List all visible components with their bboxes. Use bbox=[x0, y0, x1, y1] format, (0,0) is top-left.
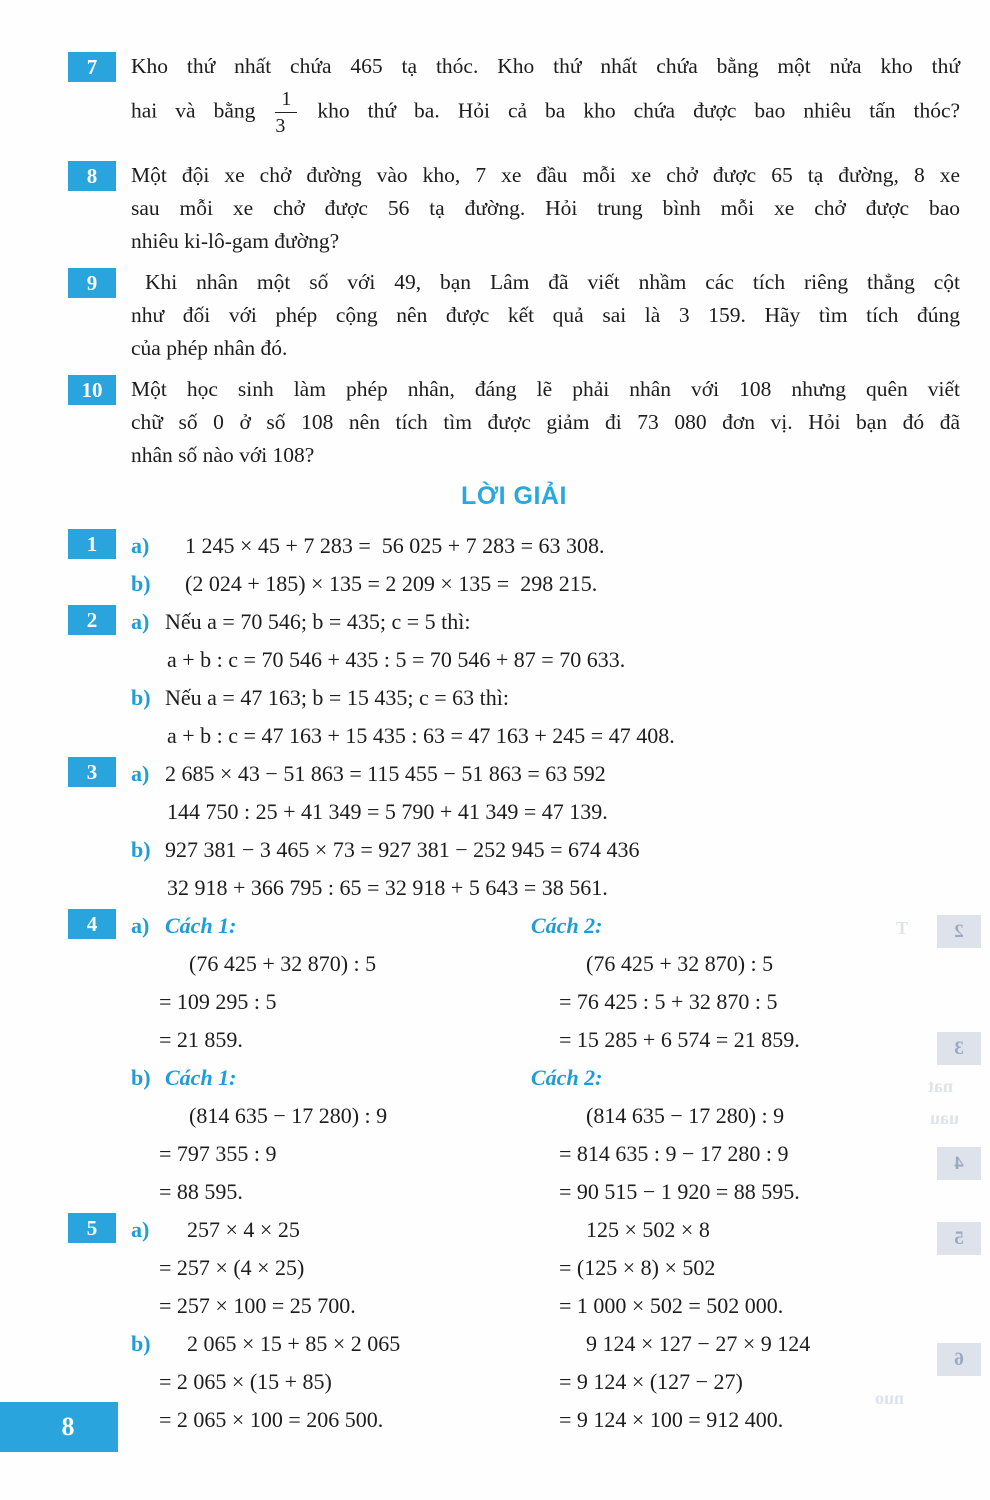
fraction-denominator: 3 bbox=[275, 115, 286, 137]
right-step: 9 124 × 127 − 27 × 9 124 bbox=[586, 1331, 811, 1356]
solution-5b-columns bbox=[131, 1325, 960, 1439]
problem-8-line-1: Một đội xe chở đường vào kho, 7 xe đầu mỗi xe chở được 65 tạ đường, 8 xe bbox=[131, 163, 960, 187]
part-a-label: a) bbox=[131, 533, 150, 558]
solution-2a-condition: Nếu a = 70 546; b = 435; c = 5 thì: bbox=[165, 609, 471, 634]
part-a-label: a) bbox=[131, 761, 150, 786]
problem-10 bbox=[68, 373, 960, 472]
problem-7-text bbox=[131, 50, 960, 139]
right-step: = 9 124 × 100 = 912 400. bbox=[559, 1407, 784, 1432]
solution-2a-line-1 bbox=[131, 603, 960, 641]
problem-9-badge: 9 bbox=[68, 268, 116, 298]
fraction-post-text: kho thứ ba. Hỏi cả ba kho chứa được bao nhiêu tấn thóc? bbox=[317, 98, 961, 123]
right-step: = (125 × 8) × 502 bbox=[559, 1255, 716, 1280]
method-2-step: (814 635 − 17 280) : 9 bbox=[586, 1103, 785, 1128]
fraction-numerator: 1 bbox=[275, 88, 297, 113]
solution-5b-left bbox=[131, 1325, 531, 1439]
solution-1a-expression: 1 245 × 45 + 7 283 = 56 025 + 7 283 = 63 308. bbox=[185, 533, 605, 558]
right-step: = 1 000 × 502 = 502 000. bbox=[559, 1293, 784, 1318]
right-step: 125 × 502 × 8 bbox=[586, 1217, 710, 1242]
solution-2b-condition: Nếu a = 47 163; b = 15 435; c = 63 thì: bbox=[165, 685, 509, 710]
solution-3b-expression-1: 927 381 − 3 465 × 73 = 927 381 − 252 945 = 674 436 bbox=[165, 837, 640, 862]
left-expression: 257 × 4 × 25 bbox=[187, 1217, 300, 1242]
part-b-label: b) bbox=[131, 837, 151, 862]
method-1-step: = 797 355 : 9 bbox=[159, 1141, 277, 1166]
ghost-tab: 2 bbox=[937, 915, 981, 948]
part-a-label: a) bbox=[131, 609, 150, 634]
problem-9-line-2: như đối với phép cộng nên được kết quả sai là 3 159. Hãy tìm tích đúng bbox=[131, 303, 960, 327]
problem-10-line-2: chữ số 0 ở số 108 nên tích tìm được giảm đi 73 080 đơn vị. Hỏi bạn đó đã bbox=[131, 410, 960, 434]
solution-1b-line bbox=[131, 565, 960, 603]
method-2-step: = 76 425 : 5 + 32 870 : 5 bbox=[559, 989, 778, 1014]
page-content bbox=[68, 50, 960, 1439]
method-1-header bbox=[131, 1059, 531, 1097]
problem-7 bbox=[68, 50, 960, 139]
solution-2-badge: 2 bbox=[68, 605, 116, 635]
left-step: = 2 065 × 100 = 206 500. bbox=[159, 1407, 384, 1432]
part-b-label: b) bbox=[131, 1331, 151, 1356]
method-2-step: = 90 515 − 1 920 = 88 595. bbox=[559, 1179, 800, 1204]
solution-3b-line-1 bbox=[131, 831, 960, 869]
method-1-step: = 109 295 : 5 bbox=[159, 989, 277, 1014]
part-a-label: a) bbox=[131, 913, 150, 938]
solution-5-badge: 5 bbox=[68, 1213, 116, 1243]
page-number-badge: 8 bbox=[0, 1402, 118, 1452]
ghost-tab: 6 bbox=[937, 1343, 981, 1376]
part-a-label: a) bbox=[131, 1217, 150, 1242]
problem-7-badge: 7 bbox=[68, 52, 116, 82]
solution-5 bbox=[68, 1211, 960, 1439]
method-2-header bbox=[531, 1059, 960, 1097]
solution-4-text bbox=[131, 907, 960, 1211]
part-b-label: b) bbox=[131, 571, 151, 596]
solution-1-badge: 1 bbox=[68, 529, 116, 559]
solution-4a-method-1 bbox=[131, 907, 531, 1059]
solution-5a-columns bbox=[131, 1211, 960, 1325]
solution-5a-right bbox=[531, 1211, 960, 1325]
solution-3a-expression-1: 2 685 × 43 − 51 863 = 115 455 − 51 863 = 63 592 bbox=[165, 761, 606, 786]
solution-2-text bbox=[131, 603, 960, 755]
method-1-step: = 88 595. bbox=[159, 1179, 243, 1204]
ghost-text: nuo bbox=[875, 1388, 905, 1408]
solution-2 bbox=[68, 603, 960, 755]
solutions-heading: LỜI GIẢI bbox=[461, 482, 567, 510]
fraction bbox=[275, 88, 297, 137]
solution-1a-line bbox=[131, 527, 960, 565]
solution-5b-right bbox=[531, 1325, 960, 1439]
solution-4b-columns bbox=[131, 1059, 960, 1211]
problem-8-badge: 8 bbox=[68, 161, 116, 191]
method-2-label: Cách 2: bbox=[531, 913, 603, 938]
solution-4 bbox=[68, 907, 960, 1211]
solution-1-text bbox=[131, 527, 960, 603]
left-step: = 257 × 100 = 25 700. bbox=[159, 1293, 356, 1318]
solution-2b-line-1 bbox=[131, 679, 960, 717]
problem-8 bbox=[68, 159, 960, 258]
solution-3b-line-2: 32 918 + 366 795 : 65 = 32 918 + 5 643 = 38 561. bbox=[167, 875, 608, 900]
method-2-step: = 814 635 : 9 − 17 280 : 9 bbox=[559, 1141, 789, 1166]
method-1-step: (814 635 − 17 280) : 9 bbox=[189, 1103, 388, 1128]
solution-3a-line-2: 144 750 : 25 + 41 349 = 5 790 + 41 349 = 47 139. bbox=[167, 799, 608, 824]
problem-10-line-1: Một học sinh làm phép nhân, đáng lẽ phải nhân với 108 nhưng quên viết bbox=[131, 377, 960, 401]
ghost-text: uau bbox=[930, 1108, 960, 1128]
method-1-header bbox=[131, 907, 531, 945]
method-2-label: Cách 2: bbox=[531, 1065, 603, 1090]
problem-9 bbox=[68, 266, 960, 365]
part-b-label: b) bbox=[131, 685, 151, 710]
part-b-label: b) bbox=[131, 1065, 151, 1090]
solution-1 bbox=[68, 527, 960, 603]
solution-2b-line-2: a + b : c = 47 163 + 15 435 : 63 = 47 163 + 245 = 47 408. bbox=[167, 723, 675, 748]
method-1-label: Cách 1: bbox=[165, 1065, 237, 1090]
problem-10-badge: 10 bbox=[68, 375, 116, 405]
ghost-text: T bbox=[896, 918, 909, 938]
solution-3-badge: 3 bbox=[68, 757, 116, 787]
solution-3a-line-1 bbox=[131, 755, 960, 793]
method-2-step: (76 425 + 32 870) : 5 bbox=[586, 951, 774, 976]
problem-9-text bbox=[131, 266, 960, 365]
problem-7-line-1: Kho thứ nhất chứa 465 tạ thóc. Kho thứ nhất chứa bằng một nửa kho thứ bbox=[131, 54, 960, 78]
problem-8-text bbox=[131, 159, 960, 258]
problem-9-line-3: của phép nhân đó. bbox=[131, 336, 288, 360]
solution-1b-expression: (2 024 + 185) × 135 = 2 209 × 135 = 298 215. bbox=[185, 571, 598, 596]
solution-4b-method-1 bbox=[131, 1059, 531, 1211]
solution-5a-left bbox=[131, 1211, 531, 1325]
fraction-pre-text: hai và bằng bbox=[131, 98, 256, 123]
solution-2a-line-2: a + b : c = 70 546 + 435 : 5 = 70 546 + 87 = 70 633. bbox=[167, 647, 626, 672]
right-step: = 9 124 × (127 − 27) bbox=[559, 1369, 743, 1394]
method-1-step: = 21 859. bbox=[159, 1027, 243, 1052]
solution-4b-method-2 bbox=[531, 1059, 960, 1211]
left-step bbox=[131, 1211, 531, 1249]
ghost-tab: 5 bbox=[937, 1222, 981, 1255]
problem-10-text bbox=[131, 373, 960, 472]
left-step: = 2 065 × (15 + 85) bbox=[159, 1369, 332, 1394]
method-2-step: = 15 285 + 6 574 = 21 859. bbox=[559, 1027, 800, 1052]
ghost-text: nat bbox=[928, 1076, 954, 1096]
problem-7-line-2 bbox=[131, 86, 960, 139]
solution-4-badge: 4 bbox=[68, 909, 116, 939]
method-1-step: (76 425 + 32 870) : 5 bbox=[189, 951, 377, 976]
solution-4a-columns bbox=[131, 907, 960, 1059]
solution-3 bbox=[68, 755, 960, 907]
solution-5-text bbox=[131, 1211, 960, 1439]
problem-8-line-2: sau mỗi xe chở được 56 tạ đường. Hỏi trung bình mỗi xe chở được bao bbox=[131, 196, 960, 220]
left-expression: 2 065 × 15 + 85 × 2 065 bbox=[187, 1331, 401, 1356]
left-step bbox=[131, 1325, 531, 1363]
solution-3-text bbox=[131, 755, 960, 907]
method-1-label: Cách 1: bbox=[165, 913, 237, 938]
problem-8-line-3: nhiêu ki-lô-gam đường? bbox=[131, 229, 340, 253]
ghost-tab: 3 bbox=[937, 1032, 981, 1065]
ghost-tab: 4 bbox=[937, 1147, 981, 1180]
left-step: = 257 × (4 × 25) bbox=[159, 1255, 305, 1280]
problem-10-line-3: nhân số nào với 108? bbox=[131, 443, 315, 467]
problem-9-line-1: Khi nhân một số với 49, bạn Lâm đã viết nhầm các tích riêng thẳng cột bbox=[145, 270, 960, 294]
